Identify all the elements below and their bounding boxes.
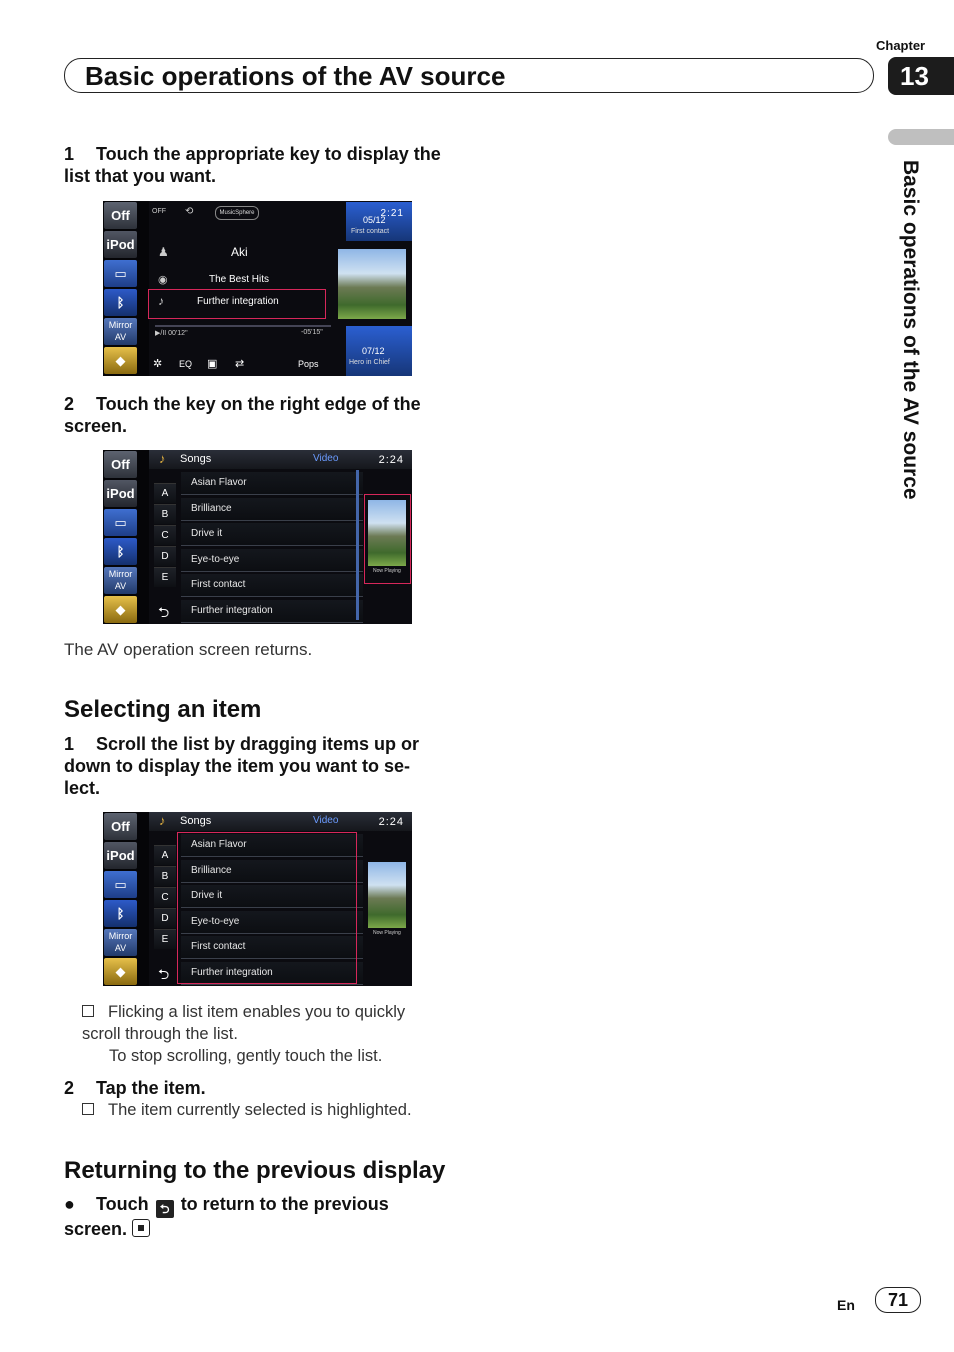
next-track-name: Hero in Chief xyxy=(349,359,390,366)
now-playing-artwork xyxy=(368,862,406,928)
step-1-instruction xyxy=(64,733,436,799)
source-mirror-av-button[interactable]: Mirror AV xyxy=(104,567,137,594)
index-letter[interactable]: C xyxy=(154,525,176,545)
song-icon: ♪ xyxy=(158,294,164,308)
list-item[interactable]: Eye-to-eye xyxy=(181,549,363,572)
album-artwork xyxy=(338,249,406,319)
section-heading-selecting: Selecting an item xyxy=(64,696,262,723)
step-text: Scroll the list by dragging items up or down to display the item you want to se-lect. xyxy=(64,734,420,798)
step-2-instruction xyxy=(64,393,449,437)
note-highlighted xyxy=(82,1099,462,1121)
tuner-icon: ◆ xyxy=(115,964,126,979)
list-item[interactable]: Asian Flavor xyxy=(181,472,363,495)
side-tab-bar xyxy=(888,129,954,145)
song-list-screenshot-1 xyxy=(103,450,412,624)
source-ipod-button[interactable]: iPod xyxy=(104,231,137,258)
page-title-frame xyxy=(64,58,874,93)
list-item[interactable]: Eye-to-eye xyxy=(181,911,363,934)
tuner-icon: ◆ xyxy=(115,602,126,617)
highlight-box xyxy=(177,832,357,984)
previous-track-panel[interactable] xyxy=(346,202,412,241)
side-tab-text: Basic operations of the AV source xyxy=(899,160,922,500)
index-letter[interactable]: E xyxy=(154,567,176,587)
prev-track-number: 05/12 xyxy=(363,215,386,225)
sd-card-icon: ▭ xyxy=(114,515,127,530)
tuner-icon: ◆ xyxy=(115,353,126,368)
index-letter[interactable]: A xyxy=(154,845,176,865)
index-letter[interactable]: D xyxy=(154,546,176,566)
back-icon[interactable]: ⮌ xyxy=(158,966,170,982)
album-name: The Best Hits xyxy=(209,274,270,285)
index-letter[interactable]: C xyxy=(154,887,176,907)
note-flicking xyxy=(82,1001,442,1067)
index-letter[interactable]: B xyxy=(154,504,176,524)
list-item[interactable]: Brilliance xyxy=(181,498,363,521)
clock: 2:21 xyxy=(380,208,404,219)
artist-name: Aki xyxy=(231,245,248,259)
list-title: Songs xyxy=(180,453,212,465)
list-item[interactable]: Further integration xyxy=(181,600,363,623)
list-item[interactable]: Further integration xyxy=(181,962,363,985)
next-track-panel[interactable] xyxy=(346,326,412,376)
back-icon[interactable]: ⮌ xyxy=(158,604,170,620)
settings-icon[interactable]: ✲ xyxy=(153,358,163,370)
list-item[interactable]: Drive it xyxy=(181,885,363,908)
step-number: 2 xyxy=(64,1078,75,1098)
index-letter[interactable]: E xyxy=(154,929,176,949)
source-off-button[interactable]: Off xyxy=(104,813,137,840)
video-tab[interactable]: Video xyxy=(313,453,339,464)
step-number: 2 xyxy=(64,394,75,414)
chapter-number: 13 xyxy=(888,57,954,95)
step-2-instruction xyxy=(64,1077,449,1099)
bluetooth-icon: ᛒ xyxy=(116,906,125,921)
index-letter[interactable]: D xyxy=(154,908,176,928)
step-text: Touch the key on the right edge of the screen. xyxy=(64,394,421,436)
bullet-icon: ● xyxy=(64,1194,75,1214)
note-text-continued: To stop scrolling, gently touch the list. xyxy=(109,1047,383,1065)
now-playing-label: Now Playing xyxy=(373,568,401,574)
genre-label: Pops xyxy=(298,359,319,369)
result-text: The AV operation screen returns. xyxy=(64,640,313,659)
highlight-box xyxy=(148,289,326,319)
source-sidebar xyxy=(103,201,149,376)
source-tuner-button[interactable] xyxy=(104,347,137,374)
now-playing-key[interactable] xyxy=(366,860,408,942)
source-sidebar xyxy=(103,812,149,986)
song-list-screenshot-2 xyxy=(103,812,412,986)
sd-card-icon: ▭ xyxy=(114,266,127,281)
source-bluetooth-button[interactable] xyxy=(104,900,137,927)
elapsed-time: ▶/II 00'12" xyxy=(155,330,188,337)
now-playing-label: Now Playing xyxy=(373,930,401,936)
section-heading-returning: Returning to the previous display xyxy=(64,1157,446,1184)
instruction-text: Touch xyxy=(96,1194,149,1214)
music-note-icon: ♪ xyxy=(159,451,166,466)
step-1-instruction xyxy=(64,143,449,187)
list-item[interactable]: First contact xyxy=(181,936,363,959)
song-title: Further integration xyxy=(197,296,279,307)
checkbox-bullet-icon xyxy=(82,1005,94,1017)
step-number: 1 xyxy=(64,144,75,164)
album-icon: ◉ xyxy=(158,274,168,286)
source-bluetooth-button[interactable] xyxy=(104,538,137,565)
source-tuner-button[interactable] xyxy=(104,596,137,623)
list-item[interactable]: First contact xyxy=(181,574,363,597)
bullet-instruction xyxy=(64,1193,436,1240)
link-icon[interactable]: ⇄ xyxy=(235,358,245,370)
highlight-box xyxy=(364,494,411,584)
av-operation-screenshot xyxy=(103,201,412,376)
eq-button[interactable]: EQ xyxy=(179,359,193,369)
source-mirror-av-button[interactable]: Mirror AV xyxy=(104,929,137,956)
back-button-icon: ⮌ xyxy=(156,1200,174,1218)
chapter-label: Chapter xyxy=(876,38,926,53)
prev-track-name: First contact xyxy=(351,228,390,235)
index-letter[interactable]: A xyxy=(154,483,176,503)
source-mirror-av-button[interactable]: Mirror AV xyxy=(104,318,137,345)
list-item[interactable]: Brilliance xyxy=(181,860,363,883)
source-ipod-button[interactable]: iPod xyxy=(104,480,137,507)
step-number: 1 xyxy=(64,734,75,754)
clock: 2:24 xyxy=(378,454,404,466)
repeat-icon[interactable]: ⟲ xyxy=(185,206,194,217)
end-of-section-icon xyxy=(132,1219,150,1237)
language-label: En xyxy=(837,1297,855,1313)
musicsphere-button[interactable]: MusicSphere xyxy=(215,206,259,220)
source-ipod-button[interactable]: iPod xyxy=(104,842,137,869)
list-scrollbar[interactable] xyxy=(356,470,359,620)
progress-bar[interactable] xyxy=(155,325,331,327)
off-label: OFF xyxy=(152,208,166,215)
next-track-number: 07/12 xyxy=(362,346,385,356)
step-text: Tap the item. xyxy=(96,1078,206,1098)
music-note-icon: ♪ xyxy=(159,813,166,828)
page-number: 71 xyxy=(875,1287,921,1313)
loop-icon[interactable]: ▣ xyxy=(207,358,218,370)
list-item[interactable]: Drive it xyxy=(181,523,363,546)
source-sidebar xyxy=(103,450,149,624)
source-sd-button[interactable] xyxy=(104,509,137,536)
list-item[interactable]: Asian Flavor xyxy=(181,834,363,857)
source-tuner-button[interactable] xyxy=(104,958,137,985)
video-tab[interactable]: Video xyxy=(313,815,339,826)
clock: 2:24 xyxy=(378,816,404,828)
page-title: Basic operations of the AV source xyxy=(85,61,506,91)
instruction-text: to return to the previous screen. xyxy=(64,1194,389,1239)
note-text: Flicking a list item enables you to quickly scroll through the list. xyxy=(82,1003,406,1043)
remaining-time: -05'15" xyxy=(301,329,323,336)
source-bluetooth-button[interactable] xyxy=(104,289,137,316)
bluetooth-icon: ᛒ xyxy=(116,544,125,559)
bluetooth-icon: ᛒ xyxy=(116,295,125,310)
source-sd-button[interactable] xyxy=(104,871,137,898)
step-text: Touch the appropriate key to display the list that you want. xyxy=(64,144,441,186)
checkbox-bullet-icon xyxy=(82,1103,94,1115)
index-letter[interactable]: B xyxy=(154,866,176,886)
sd-card-icon: ▭ xyxy=(114,877,127,892)
list-title: Songs xyxy=(180,815,212,827)
source-sd-button[interactable] xyxy=(104,260,137,287)
source-off-button[interactable]: Off xyxy=(104,202,137,229)
note-text: The item currently selected is highlighted. xyxy=(108,1101,412,1119)
source-off-button[interactable]: Off xyxy=(104,451,137,478)
artist-icon: ♟ xyxy=(158,245,169,259)
